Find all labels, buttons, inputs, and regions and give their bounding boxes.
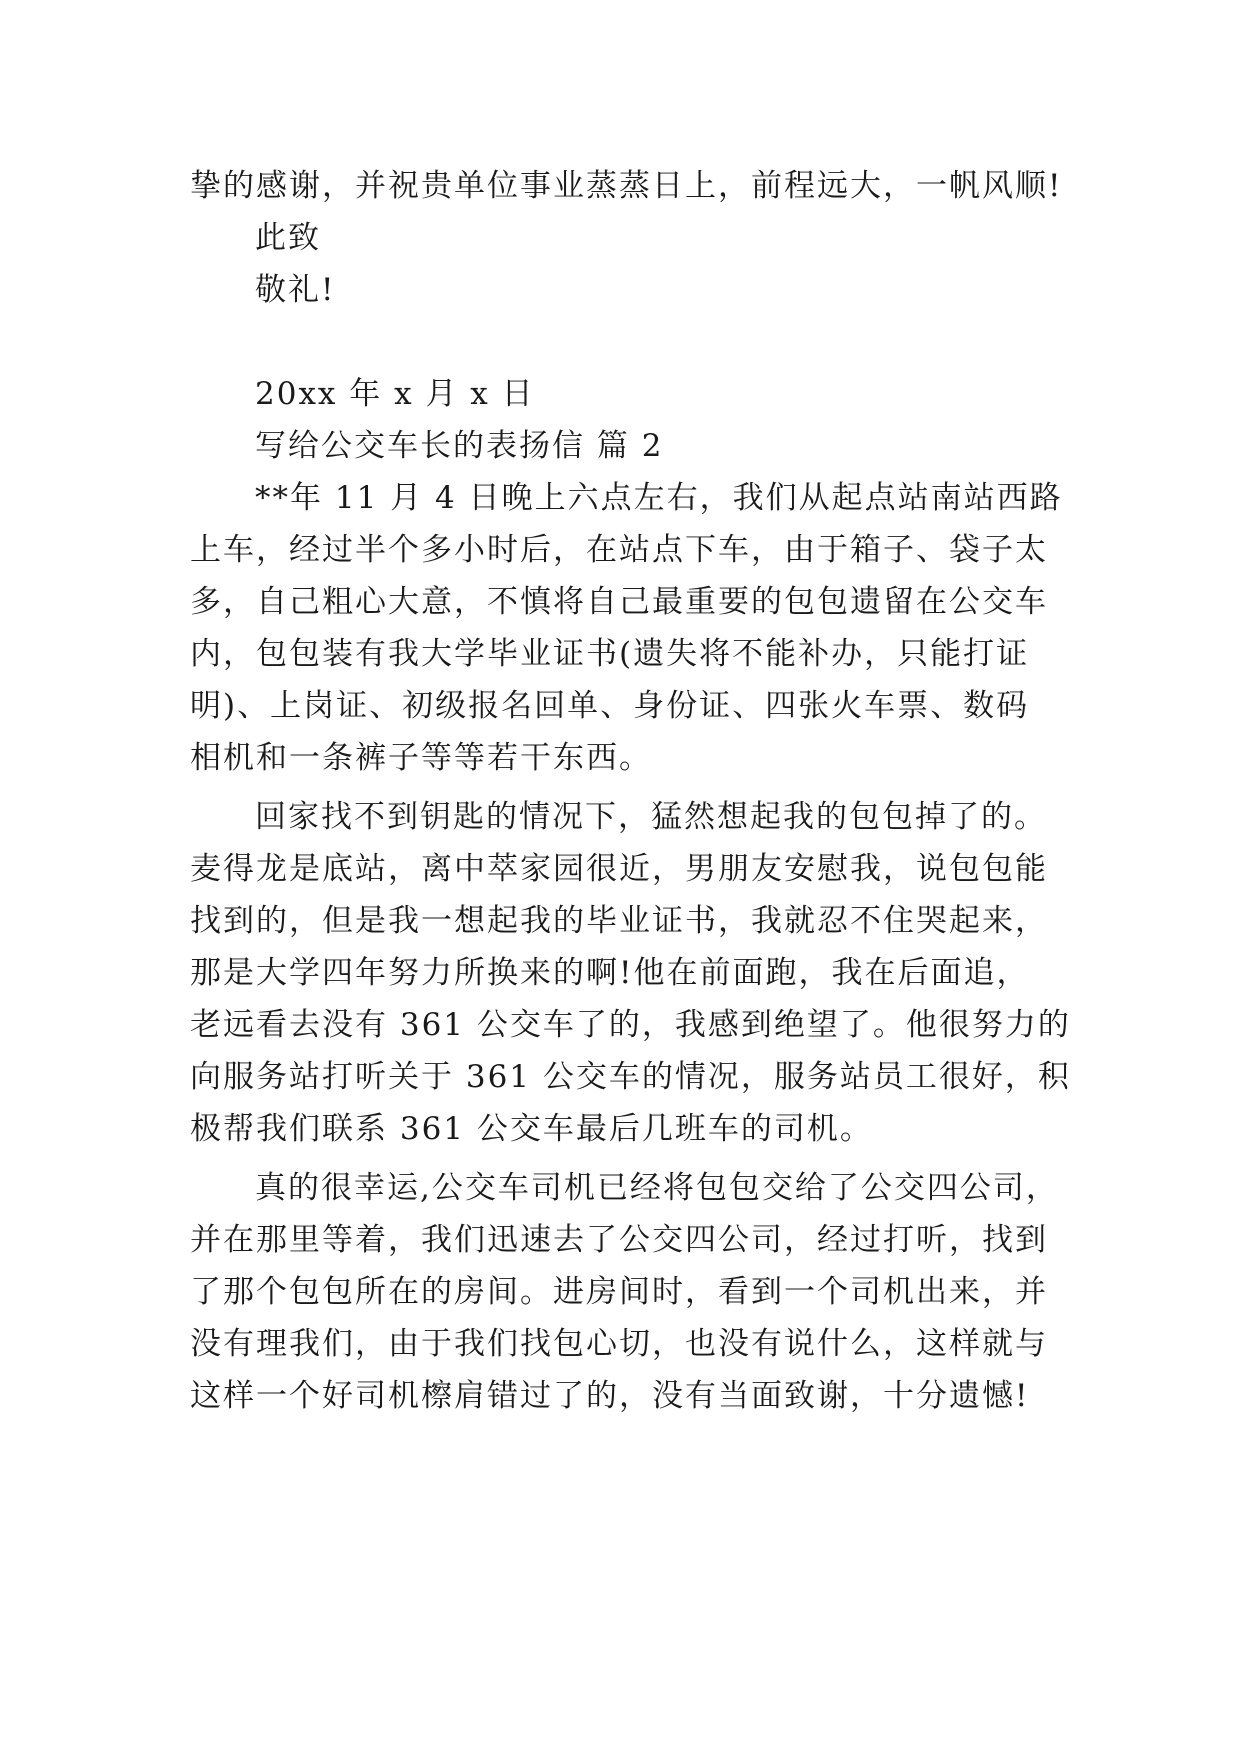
text-line: 回家找不到钥匙的情况下，猛然想起我的包包掉了的。: [255, 799, 1047, 835]
section-heading: 写给公交车长的表扬信 篇 2: [255, 428, 664, 464]
salutation-line: 此致: [255, 220, 321, 256]
text-line: 极帮我们联系 361 公交车最后几班车的司机。: [190, 1111, 873, 1147]
text-line: 没有理我们，由于我们找包心切，也没有说什么，这样就与: [190, 1326, 1048, 1362]
text-line: 内，包包装有我大学毕业证书(遗失将不能补办，只能打证: [190, 636, 1030, 672]
text-line: 上车，经过半个多小时后，在站点下车，由于箱子、袋子太: [190, 532, 1048, 568]
text-line: 了那个包包所在的房间。进房间时，看到一个司机出来，并: [190, 1274, 1048, 1310]
text-line: 明)、上岗证、初级报名回单、身份证、四张火车票、数码: [190, 688, 1030, 724]
text-line: 相机和一条裤子等等若干东西。: [190, 740, 652, 776]
salutation-line: 敬礼!: [255, 272, 336, 308]
text-line: 这样一个好司机檫肩错过了的，没有当面致谢，十分遗憾!: [190, 1378, 1030, 1414]
text-line: 向服务站打听关于 361 公交车的情况，服务站员工很好，积: [190, 1059, 1071, 1095]
text-line: 找到的，但是我一想起我的毕业证书，我就忍不住哭起来，: [190, 903, 1048, 939]
text-line: 真的很幸运,公交车司机已经将包包交给了公交四公司，: [255, 1170, 1059, 1206]
text-line: 麦得龙是底站，离中萃家园很近，男朋友安慰我，说包包能: [190, 851, 1048, 887]
text-line: **年 11 月 4 日晚上六点左右，我们从起点站南站西路: [255, 480, 1063, 516]
text-line: 多，自己粗心大意，不慎将自己最重要的包包遗留在公交车: [190, 584, 1048, 620]
date-line: 20xx 年 x 月 x 日: [255, 376, 535, 412]
text-line: 那是大学四年努力所换来的啊!他在前面跑，我在后面追，: [190, 955, 1030, 991]
text-line: 挚的感谢，并祝贵单位事业蒸蒸日上，前程远大，一帆风顺!: [190, 168, 1063, 204]
text-line: 老远看去没有 361 公交车了的，我感到绝望了。他很努力的: [190, 1007, 1071, 1043]
text-line: 并在那里等着，我们迅速去了公交四公司，经过打听，找到: [190, 1222, 1048, 1258]
